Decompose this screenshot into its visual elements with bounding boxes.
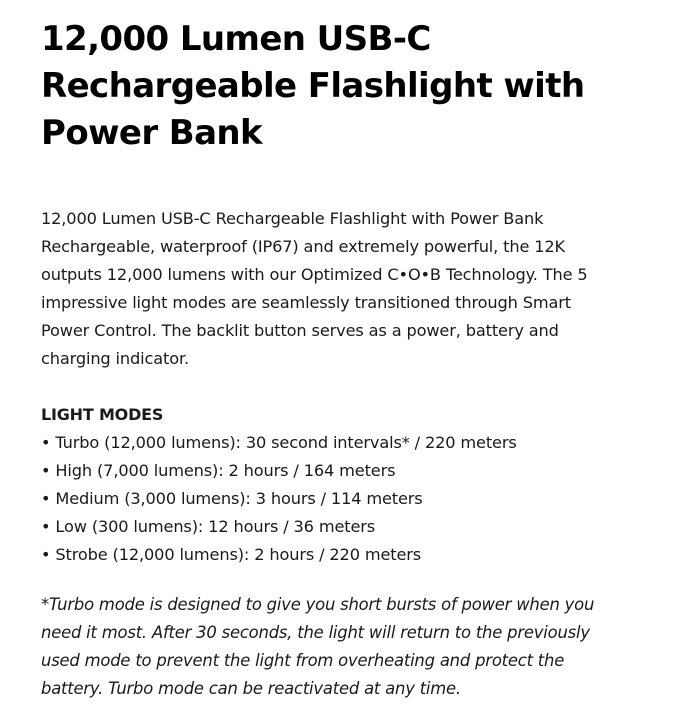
light-mode-item: • Turbo (12,000 lumens): 30 second intervals* / 220 meters <box>41 429 656 457</box>
intro-line: 12,000 Lumen USB-C Rechargeable Flashlight with Power Bank <box>41 209 544 228</box>
intro-line: Power Control. The backlit button serves as a power, battery and <box>41 321 559 340</box>
footnote-line: need it most. After 30 seconds, the light will return to the previously <box>41 623 590 642</box>
turbo-footnote <box>41 591 661 703</box>
product-title: 12,000 Lumen USB-C Rechargeable Flashlight with Power Bank <box>41 19 585 153</box>
intro-line: outputs 12,000 lumens with our Optimized C•O•B Technology. The 5 <box>41 265 588 284</box>
light-mode-item: • Strobe (12,000 lumens): 2 hours / 220 meters <box>41 541 656 569</box>
light-mode-item: • Low (300 lumens): 12 hours / 36 meters <box>41 513 656 541</box>
light-modes-list <box>41 429 656 569</box>
footnote-line: battery. Turbo mode can be reactivated at any time. <box>41 679 461 698</box>
footnote-line: *Turbo mode is designed to give you short bursts of power when you <box>41 595 595 614</box>
intro-line: charging indicator. <box>41 349 189 368</box>
intro-paragraph <box>41 205 661 373</box>
intro-line: Rechargeable, waterproof (IP67) and extremely powerful, the 12K <box>41 237 566 256</box>
intro-line: impressive light modes are seamlessly transitioned through Smart <box>41 293 571 312</box>
footnote-line: used mode to prevent the light from overheating and protect the <box>41 651 565 670</box>
light-modes-heading: LIGHT MODES <box>41 405 164 424</box>
light-mode-item: • High (7,000 lumens): 2 hours / 164 meters <box>41 457 656 485</box>
light-mode-item: • Medium (3,000 lumens): 3 hours / 114 meters <box>41 485 656 513</box>
